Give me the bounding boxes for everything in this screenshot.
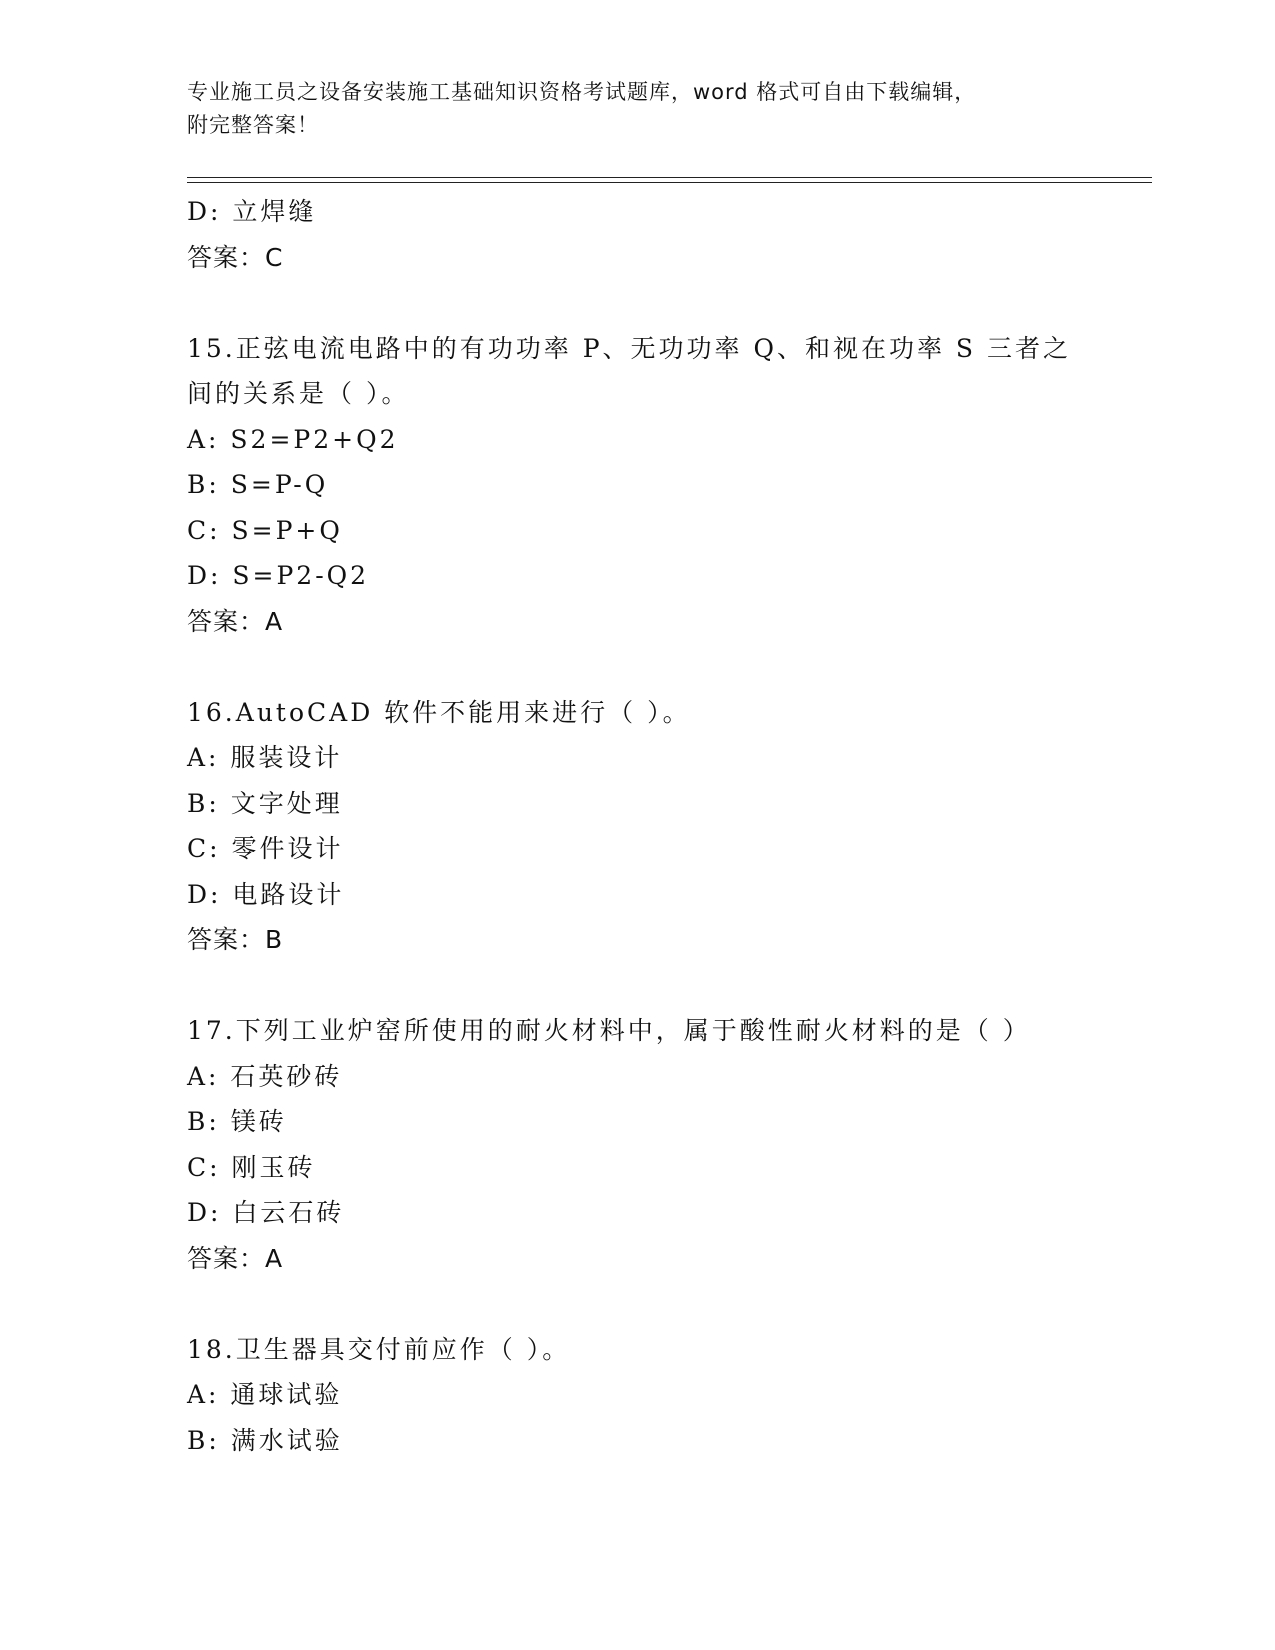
- option-a: A: 服装设计: [187, 743, 343, 772]
- answer: 答案：A: [187, 1243, 284, 1273]
- spacer: [187, 280, 1152, 326]
- option-c: C: 刚玉砖: [187, 1152, 316, 1182]
- header-divider-top: [187, 177, 1152, 178]
- header-divider-bottom: [187, 182, 1152, 183]
- question-16: [187, 690, 1152, 963]
- option-d: D: 立焊缝: [187, 197, 317, 226]
- question-stem-line: 18.卫生器具交付前应作（ ）。: [187, 1334, 571, 1364]
- question-stem-line: 间的关系是（ ）。: [187, 379, 410, 408]
- question-stem-line: 15.正弦电流电路中的有功功率 P、无功功率 Q、和视在功率 S 三者之: [187, 333, 1071, 363]
- option-c: C: S=P+Q: [187, 515, 343, 545]
- option-b: B: 满水试验: [187, 1425, 343, 1455]
- question-15: [187, 326, 1152, 645]
- previous-question-tail: [187, 189, 1152, 280]
- spacer: [187, 963, 1152, 1009]
- option-c: C: 零件设计: [187, 834, 344, 863]
- option-a: A: 石英砂砖: [187, 1061, 343, 1091]
- option-a: A: 通球试验: [187, 1380, 343, 1409]
- answer: 答案：B: [187, 925, 284, 954]
- option-b: B: 文字处理: [187, 788, 343, 818]
- question-18: [187, 1327, 1152, 1464]
- question-17: [187, 1008, 1152, 1281]
- document-header: [187, 76, 1067, 142]
- answer: 答案：A: [187, 606, 284, 636]
- spacer: [187, 644, 1152, 690]
- answer: 答案：C: [187, 242, 284, 272]
- option-b: B: 镁砖: [187, 1107, 287, 1136]
- option-d: D: S=P2-Q2: [187, 561, 370, 590]
- option-a: A: S2=P2+Q2: [187, 424, 399, 454]
- header-title-line-1: 专业施工员之设备安装施工基础知识资格考试题库，word 格式可自由下载编辑，: [187, 80, 977, 104]
- question-list: [187, 189, 1152, 1463]
- question-stem-line: 16.AutoCAD 软件不能用来进行（ ）。: [187, 697, 691, 727]
- option-d: D: 白云石砖: [187, 1198, 345, 1227]
- header-title-line-2: 附完整答案！: [187, 113, 319, 137]
- option-d: D: 电路设计: [187, 879, 345, 909]
- option-b: B: S=P-Q: [187, 470, 329, 499]
- spacer: [187, 1281, 1152, 1327]
- question-stem-line: 17.下列工业炉窑所使用的耐火材料中，属于酸性耐火材料的是（ ）: [187, 1016, 1031, 1045]
